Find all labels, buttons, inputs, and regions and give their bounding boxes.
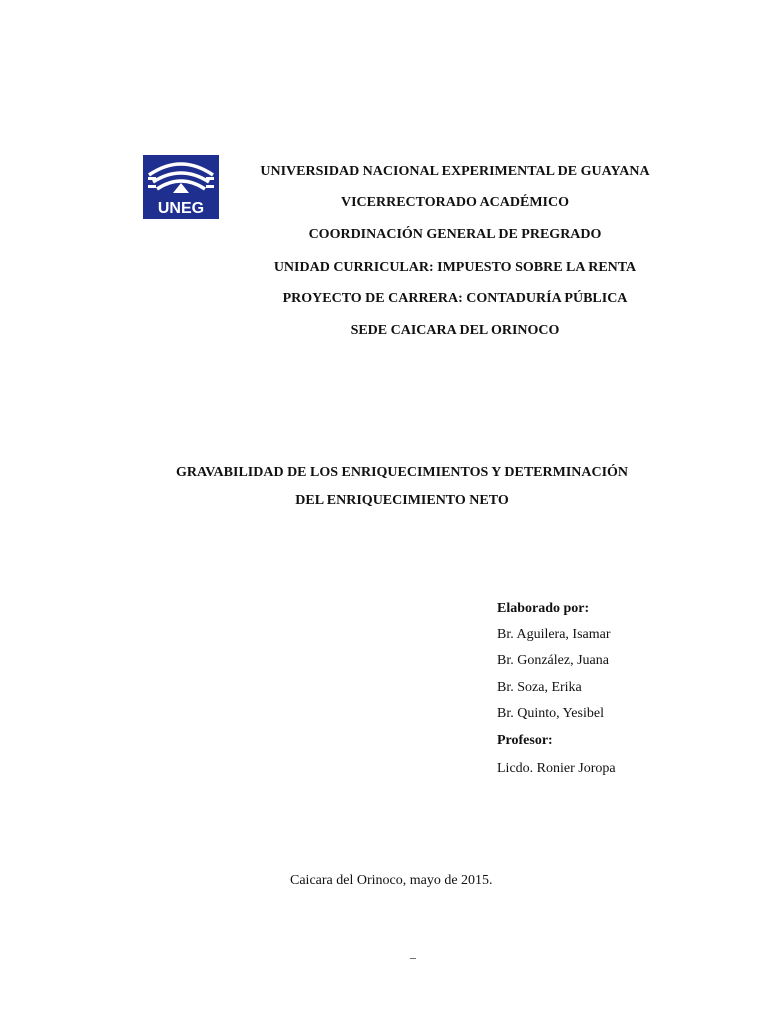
curricular-unit: UNIDAD CURRICULAR: IMPUESTO SOBRE LA RENTA (273, 260, 637, 275)
document-title-line-1: GRAVABILIDAD DE LOS ENRIQUECIMIENTOS Y DETERMINACIÓN (175, 465, 629, 480)
place-and-date: Caicara del Orinoco, mayo de 2015. (290, 873, 493, 888)
career-project: PROYECTO DE CARRERA: CONTADURÍA PÚBLICA (282, 291, 628, 306)
professor-label: Profesor: (497, 733, 553, 748)
author-2: Br. González, Juana (497, 653, 609, 668)
coordination: COORDINACIÓN GENERAL DE PREGRADO (308, 227, 602, 242)
page-mark: – (410, 950, 416, 964)
document-title-line-2: DEL ENRIQUECIMIENTO NETO (295, 493, 509, 508)
campus: SEDE CAICARA DEL ORINOCO (350, 323, 560, 338)
author-4: Br. Quinto, Yesibel (497, 706, 604, 721)
vice-rectorate: VICERRECTORADO ACADÉMICO (340, 195, 570, 210)
university-name: UNIVERSIDAD NACIONAL EXPERIMENTAL DE GUAYANA (260, 164, 650, 179)
author-3: Br. Soza, Erika (497, 680, 582, 695)
author-1: Br. Aguilera, Isamar (497, 627, 611, 642)
uneg-logo (143, 155, 219, 219)
professor-name: Licdo. Ronier Joropa (497, 761, 616, 776)
logo-text: UNEG (157, 200, 205, 217)
prepared-by-label: Elaborado por: (497, 601, 590, 616)
